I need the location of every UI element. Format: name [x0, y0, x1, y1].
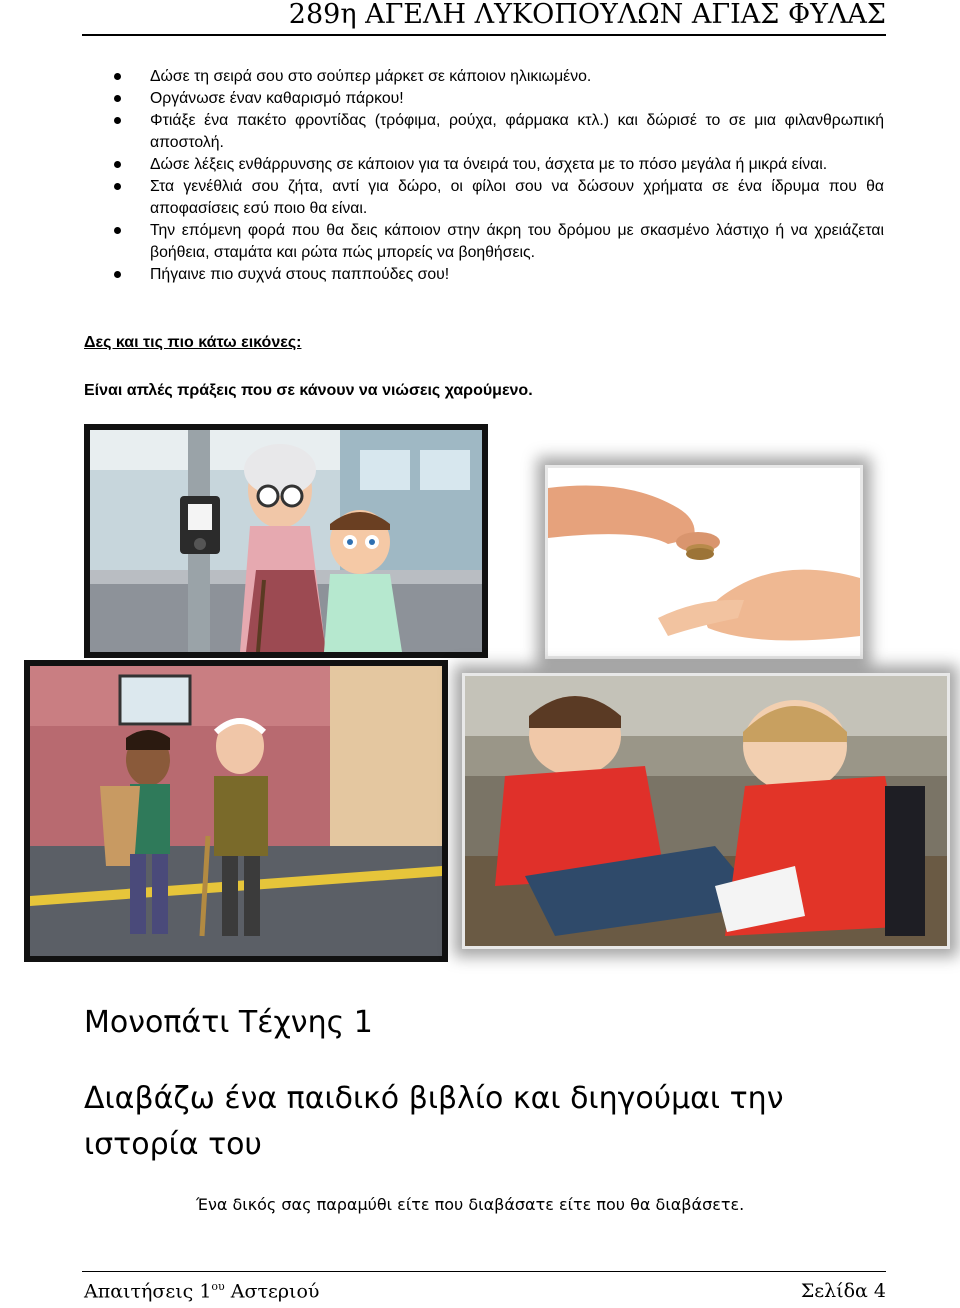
page-number: Σελίδα 4 — [800, 1280, 886, 1302]
footer-divider — [82, 1271, 886, 1272]
list-item: Οργάνωσε έναν καθαρισμό πάρκου! — [106, 88, 884, 110]
list-item: Πήγαινε πιο συχνά στους παππούδες σου! — [106, 264, 884, 286]
tying-shoe-image — [462, 673, 950, 949]
simple-acts-text: Είναι απλές πράξεις που σε κάνουν να νιώσεις χαρούμενο. — [84, 382, 533, 399]
header-divider — [82, 34, 886, 36]
book-activity-title: Διαβάζω ένα παιδικό βιβλίο και διηγούμαι την ιστορία του — [84, 1081, 784, 1162]
bullet-icon — [114, 95, 121, 102]
bullet-icon — [114, 227, 121, 234]
giving-coins-image — [545, 465, 863, 659]
grandmother-crossing-image — [84, 424, 488, 658]
list-item: Φτιάξε ένα πακέτο φροντίδας (τρόφιμα, ρούχα, φάρμακα κτλ.) και δώρισέ το σε μια φιλανθρωπική αποστολή. — [106, 110, 884, 154]
list-item: Στα γενέθλιά σου ζήτα, αντί για δώρο, οι φίλοι σου να δώσουν χρήματα σε ένα ίδρυμα που θα αποφασίσεις εσύ ποιο θα είναι. — [106, 176, 884, 220]
list-item: Δώσε λέξεις ενθάρρυνσης σε κάποιον για τα όνειρά του, άσχετα με το πόσο μεγάλα ή μικρά είναι. — [106, 154, 884, 176]
art-path-title: Μονοπάτι Τέχνης 1 — [84, 1005, 373, 1040]
page-header-title: 289η ΑΓΕΛΗ ΛΥΚΟΠΟΥΛΩΝ ΑΓΙΑΣ ΦΥΛΑΣ — [288, 0, 886, 30]
bullet-icon — [114, 73, 121, 80]
footer-requirements: Απαιτήσεις $1^{o\upsilon}$ Αστεριού — [84, 1280, 320, 1303]
story-description: Ένα δικός σας παραμύθι είτε που διαβάσατε είτε που θα διαβάσετε. — [196, 1195, 745, 1214]
bullet-icon — [114, 161, 121, 168]
grandfather-groceries-image — [24, 660, 448, 962]
list-item: Την επόμενη φορά που θα δεις κάποιον στην άκρη του δρόμου με σκασμένο λάστιχο ή να χρειάζεται βοήθεια, σταμάτα και ρώτα πώς μπορείς να βοηθήσεις. — [106, 220, 884, 264]
list-item: Δώσε τη σειρά σου στο σούπερ μάρκετ σε κάποιον ηλικιωμένο. — [106, 66, 884, 88]
bullet-icon — [114, 183, 121, 190]
see-images-heading: Δες και τις πιο κάτω εικόνες: — [84, 334, 302, 351]
bullet-icon — [114, 271, 121, 278]
bullet-icon — [114, 117, 121, 124]
good-deeds-list — [106, 66, 884, 286]
